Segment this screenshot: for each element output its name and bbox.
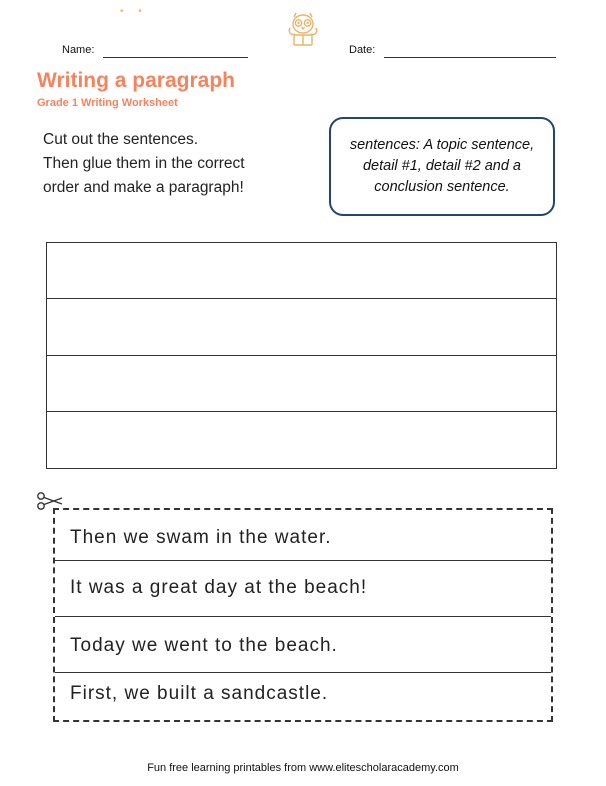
- answer-row-2[interactable]: [47, 299, 556, 355]
- owl-logo-icon: [286, 10, 320, 50]
- cut-out-area: [53, 508, 553, 722]
- name-label: Name:: [62, 44, 95, 56]
- date-label: Date:: [349, 44, 376, 56]
- sentence-strip-4[interactable]: First, we built a sandcastle.: [70, 683, 329, 704]
- name-line[interactable]: [103, 46, 248, 58]
- answer-row-3[interactable]: [47, 356, 556, 412]
- cut-line-2: [55, 616, 551, 617]
- info-box: [329, 117, 555, 216]
- instructions: [43, 128, 303, 200]
- sentence-strip-3[interactable]: Today we went to the beach.: [70, 635, 338, 656]
- decorative-dots: • •: [120, 6, 148, 17]
- answer-row-1[interactable]: [47, 243, 556, 299]
- footer-text: Fun free learning printables from www.elitescholaracademy.com: [147, 762, 459, 774]
- sentence-strip-1[interactable]: Then we swam in the water.: [70, 527, 332, 548]
- instruction-line-1: Cut out the sentences.: [43, 131, 199, 148]
- cut-line-1: [55, 560, 551, 561]
- worksheet-subtitle: Grade 1 Writing Worksheet: [37, 97, 178, 109]
- date-line[interactable]: [384, 46, 556, 58]
- name-field[interactable]: [62, 40, 248, 58]
- instruction-line-2: Then glue them in the correct: [43, 155, 245, 172]
- date-field[interactable]: [349, 40, 556, 58]
- worksheet-title: Writing a paragraph: [37, 69, 235, 92]
- answer-row-4[interactable]: [47, 412, 556, 468]
- instruction-line-3: order and make a paragraph!: [43, 179, 244, 196]
- answer-area: [46, 242, 557, 469]
- info-box-text: sentences: A topic sentence, detail #1, detail #2 and a conclusion sentence.: [349, 137, 535, 195]
- sentence-strip-2[interactable]: It was a great day at the beach!: [70, 577, 368, 598]
